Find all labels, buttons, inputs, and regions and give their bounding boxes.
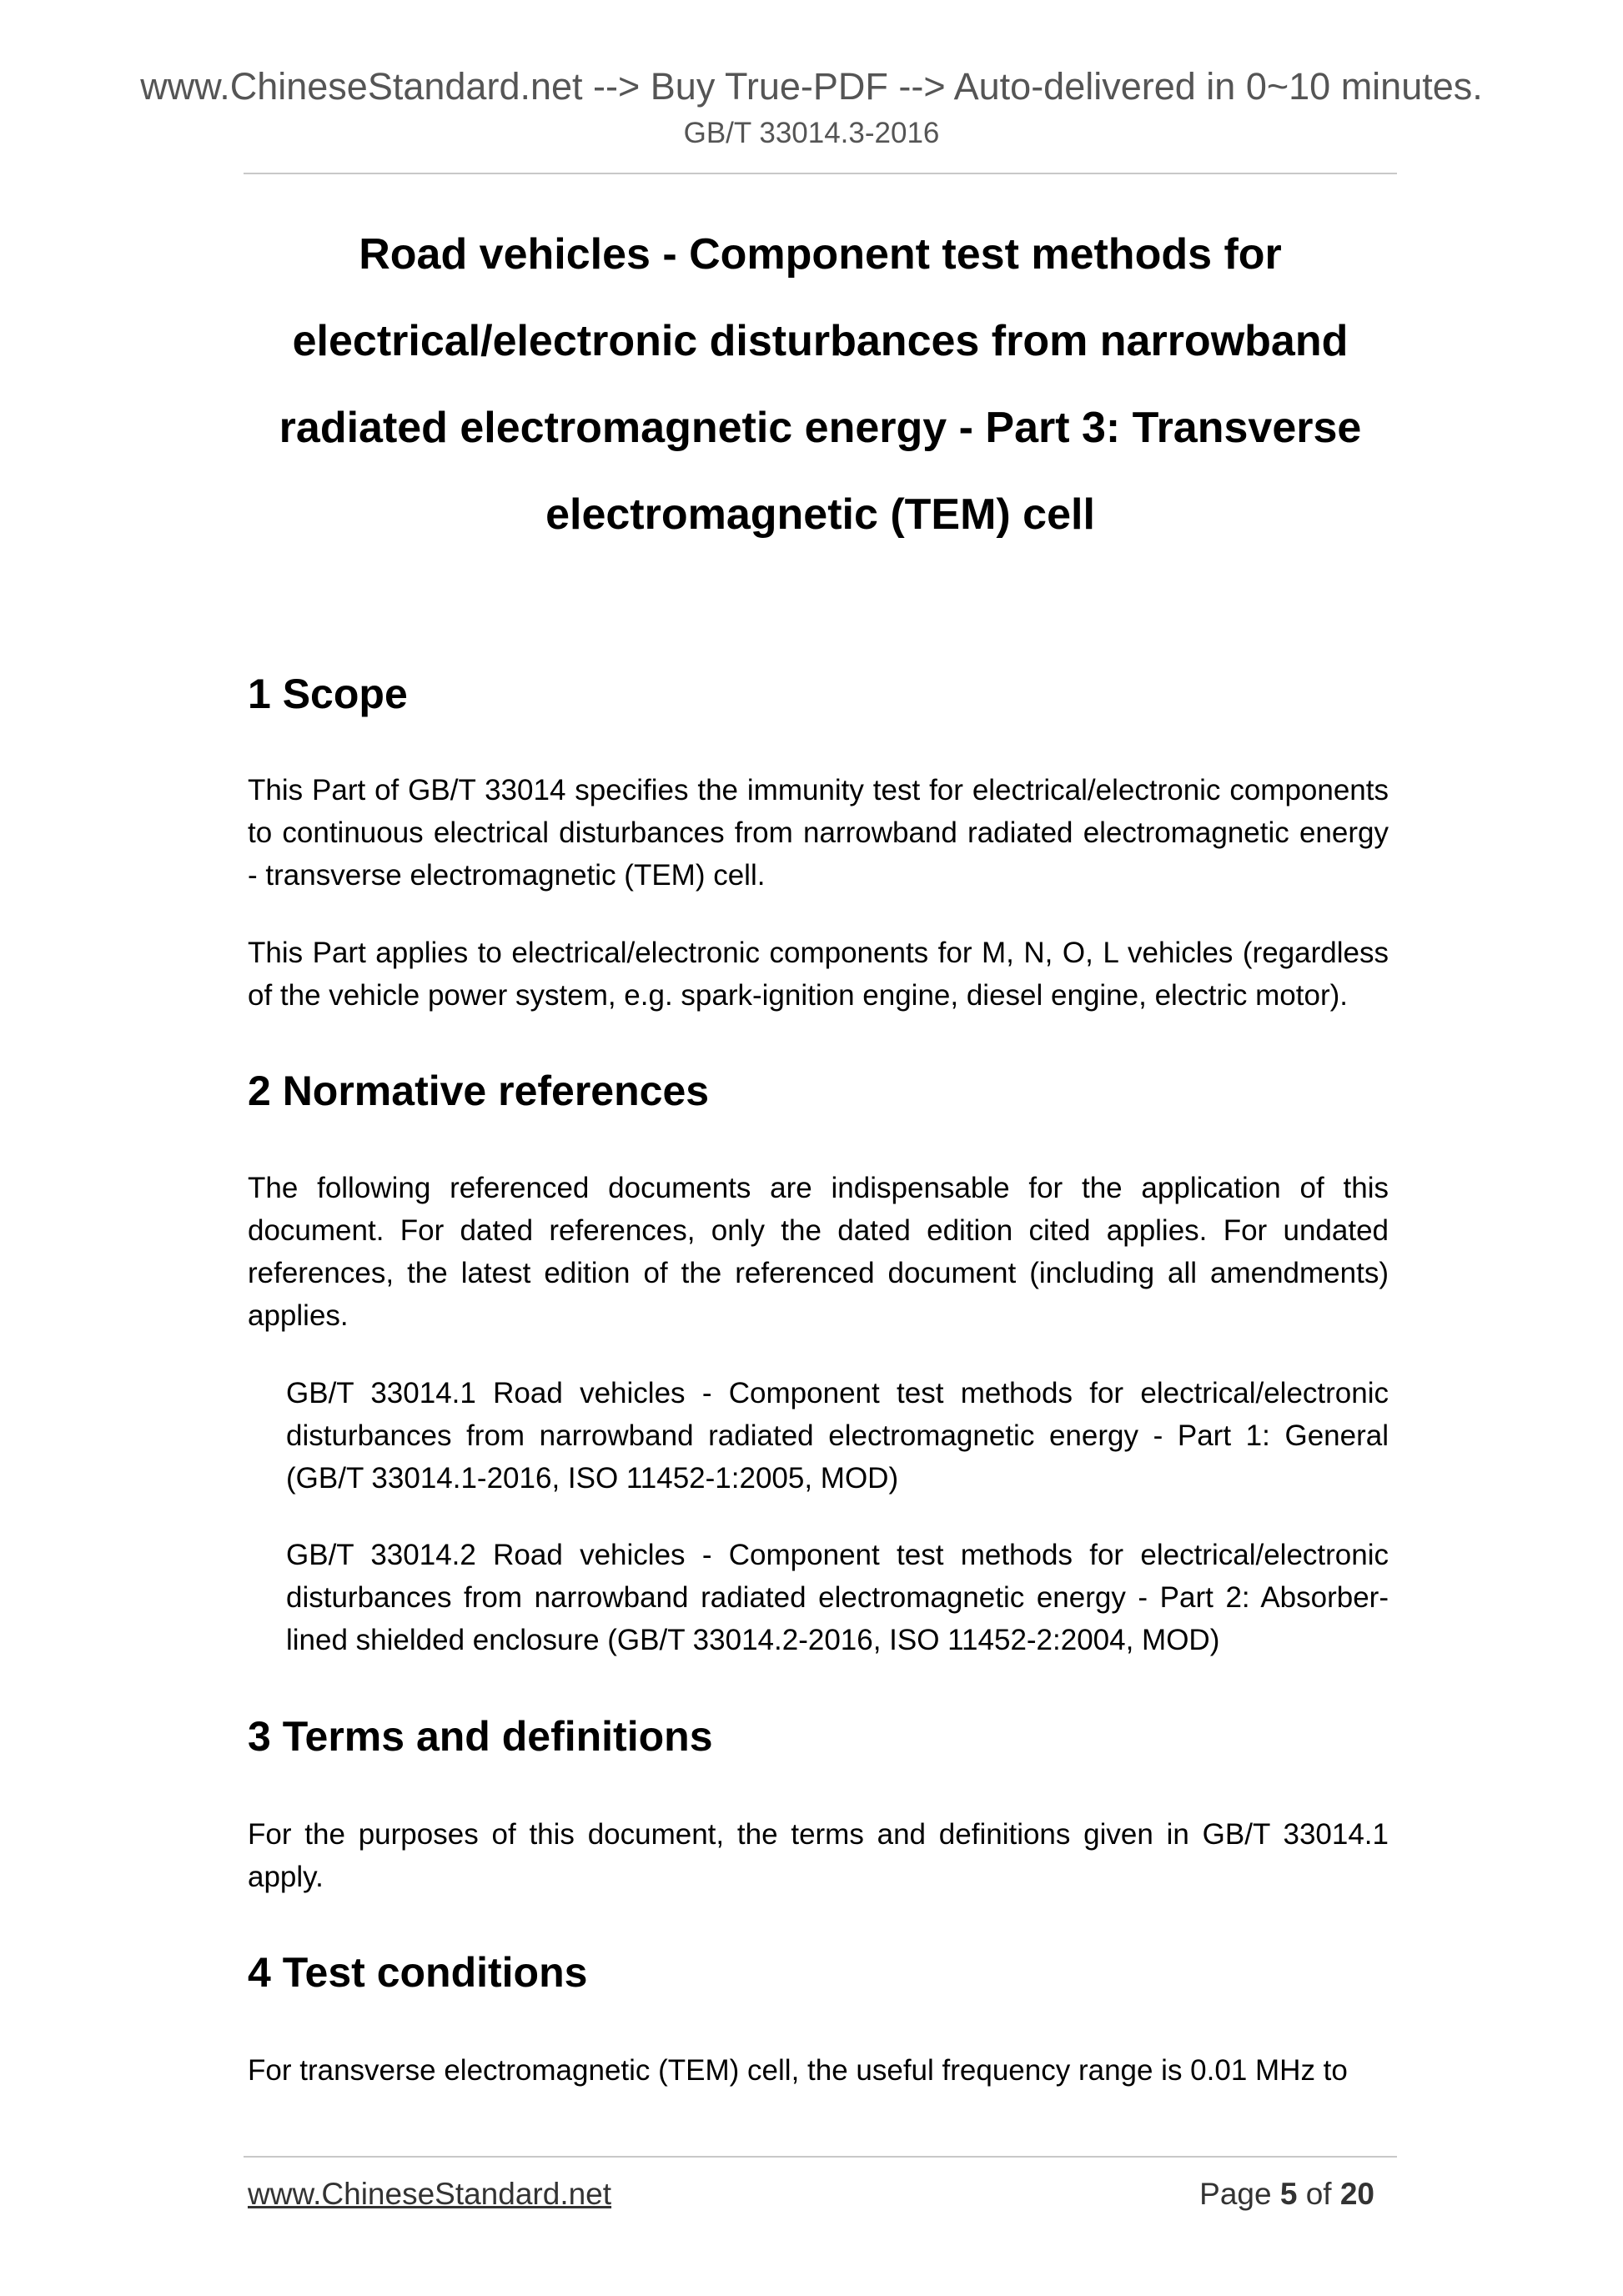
heading-normative-references: 2 Normative references [248, 1068, 710, 1114]
normative-paragraph: The following referenced documents are indispensable for the application of this document. For dated references, only the dated edition cited applies. For undated references, the latest edition of the referenced document (including all amendments) applies. [248, 1172, 1389, 1332]
page-total: 20 [1339, 2177, 1374, 2211]
heading-test-conditions: 4 Test conditions [248, 1949, 588, 1996]
header-divider [244, 173, 1397, 174]
page-number [1199, 2175, 1374, 2213]
footer-site-link[interactable]: www.ChineseStandard.net [248, 2177, 612, 2211]
reference-item-2: GB/T 33014.2 Road vehicles - Component test methods for electrical/electronic disturbances from narrowband radiated electromagnetic energy - Part 2: Absorber-lined shielded enclosure (GB/T 33014.2-2016, ISO 11452-2:2004, MOD) [286, 1539, 1389, 1656]
title-line-1: Road vehicles - Component test methods for [359, 230, 1282, 279]
terms-paragraph: For the purposes of this document, the terms and definitions given in GB/T 33014.1 apply. [248, 1818, 1389, 1893]
page-current: 5 [1279, 2177, 1298, 2211]
document-title [244, 211, 1397, 558]
title-line-3: radiated electromagnetic energy - Part 3: Transverse [279, 404, 1362, 452]
test-conditions-paragraph: For transverse electromagnetic (TEM) cell, the useful frequency range is 0.01 MHz to [248, 2054, 1348, 2087]
promo-header: www.ChineseStandard.net --> Buy True-PDF --> Auto-delivered in 0~10 minutes. [140, 65, 1483, 108]
page-word: Page [1199, 2177, 1272, 2211]
scope-paragraph-2: This Part applies to electrical/electronic components for M, N, O, L vehicles (regardless of the vehicle power system, e.g. spark-ignition engine, diesel engine, electric motor). [248, 937, 1389, 1012]
heading-scope: 1 Scope [248, 671, 408, 717]
page-of: of [1305, 2177, 1332, 2211]
title-line-2: electrical/electronic disturbances from narrowband [292, 317, 1349, 365]
heading-terms-definitions: 3 Terms and definitions [248, 1713, 713, 1760]
reference-item-1: GB/T 33014.1 Road vehicles - Component test methods for electrical/electronic disturbances from narrowband radiated electromagnetic energy - Part 1: General (GB/T 33014.1-2016, ISO 11452-1:2005, MOD) [286, 1377, 1389, 1495]
footer-divider [244, 2156, 1397, 2158]
title-line-4: electromagnetic (TEM) cell [545, 490, 1095, 539]
scope-paragraph-1: This Part of GB/T 33014 specifies the immunity test for electrical/electronic components to continuous electrical disturbances from narrowband radiated electromagnetic energy - transverse electromagnetic (TEM) cell. [248, 774, 1389, 892]
document-code: GB/T 33014.3-2016 [683, 117, 940, 149]
